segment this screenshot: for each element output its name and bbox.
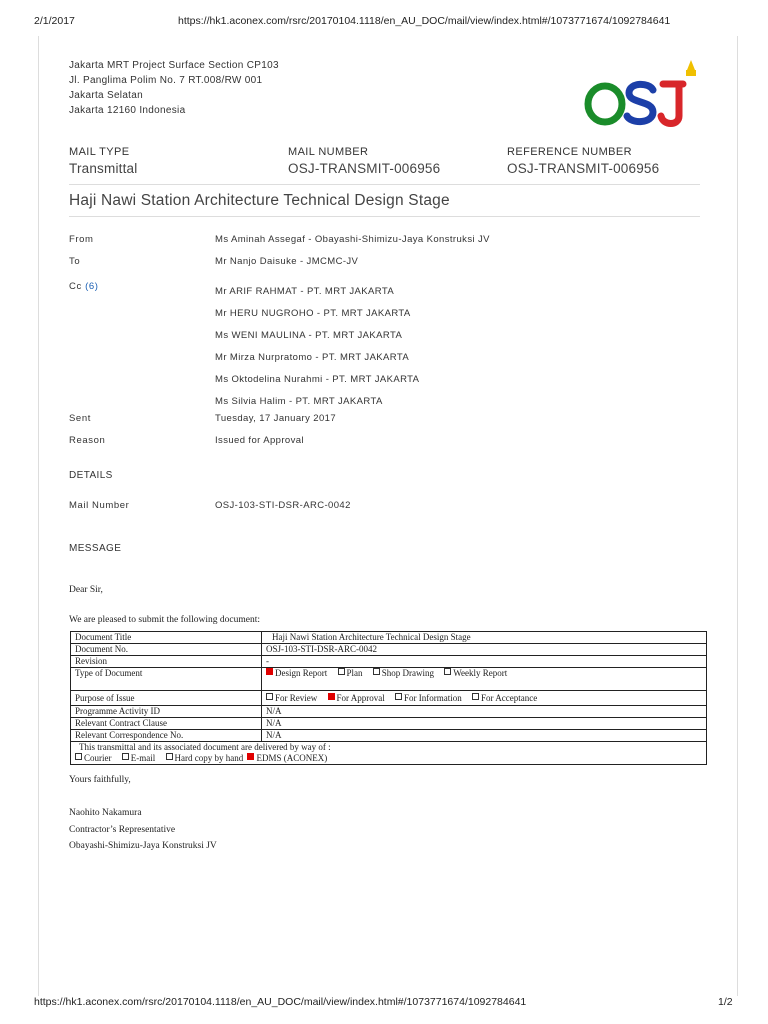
message-closing: Yours faithfully, bbox=[69, 775, 131, 785]
purpose-options bbox=[262, 691, 707, 706]
mail-subject: Haji Nawi Station Architecture Technical Design Stage bbox=[69, 192, 450, 209]
print-url-bottom: https://hk1.aconex.com/rsrc/20170104.1118/en_AU_DOC/mail/view/index.html#/1073771674/1092784641 bbox=[34, 996, 527, 1008]
print-url-top: https://hk1.aconex.com/rsrc/20170104.1118/en_AU_DOC/mail/view/index.html#/1073771674/1092784641 bbox=[178, 15, 671, 27]
doc-no-label: Document No. bbox=[71, 644, 262, 656]
type-label: Type of Document bbox=[71, 668, 262, 691]
checkbox-icon bbox=[166, 753, 173, 760]
address-line: Jl. Panglima Polim No. 7 RT.008/RW 001 bbox=[69, 75, 263, 86]
cc-recipient: Mr ARIF RAHMAT - PT. MRT JAKARTA bbox=[215, 286, 395, 297]
to-value: Mr Nanjo Daisuke - JMCMC-JV bbox=[215, 256, 359, 267]
address-line: Jakarta Selatan bbox=[69, 90, 143, 101]
checkbox-icon bbox=[338, 668, 345, 675]
mail-panel bbox=[38, 36, 738, 996]
details-heading: DETAILS bbox=[69, 470, 113, 481]
message-intro: We are pleased to submit the following document: bbox=[69, 615, 261, 625]
table-row bbox=[71, 730, 707, 742]
transmittal-table bbox=[70, 631, 707, 765]
correspondence-value: N/A bbox=[262, 730, 707, 742]
signer-role: Contractor’s Representative bbox=[69, 825, 176, 835]
delivery-options bbox=[75, 753, 702, 764]
details-mail-number-value: OSJ-103-STI-DSR-ARC-0042 bbox=[215, 500, 351, 511]
table-row bbox=[71, 706, 707, 718]
cc-recipient: Mr HERU NUGROHO - PT. MRT JAKARTA bbox=[215, 308, 411, 319]
cc-recipient: Ms Silvia Halim - PT. MRT JAKARTA bbox=[215, 396, 383, 407]
checkbox-checked-icon bbox=[247, 753, 254, 760]
delivery-option: EDMS (ACONEX) bbox=[256, 753, 328, 763]
type-options bbox=[262, 668, 707, 691]
activity-value: N/A bbox=[262, 706, 707, 718]
address-line: Jakarta MRT Project Surface Section CP103 bbox=[69, 60, 279, 71]
cc-label: Cc bbox=[69, 281, 82, 292]
print-page-number: 1/2 bbox=[718, 996, 733, 1008]
address-block bbox=[69, 58, 279, 118]
table-row bbox=[71, 632, 707, 644]
revision-label: Revision bbox=[71, 656, 262, 668]
delivery-option: Hard copy by hand bbox=[174, 753, 244, 763]
delivery-option: E-mail bbox=[130, 753, 156, 763]
signer-company: Obayashi-Shimizu-Jaya Konstruksi JV bbox=[69, 841, 217, 851]
checkbox-icon bbox=[75, 753, 82, 760]
activity-label: Programme Activity ID bbox=[71, 706, 262, 718]
sent-value: Tuesday, 17 January 2017 bbox=[215, 413, 337, 424]
table-row bbox=[71, 656, 707, 668]
checkbox-icon bbox=[395, 693, 402, 700]
purpose-option: For Information bbox=[404, 693, 462, 703]
from-label: From bbox=[69, 234, 94, 245]
mail-number-value: OSJ-TRANSMIT-006956 bbox=[288, 161, 441, 176]
logo-flame-base bbox=[686, 70, 696, 76]
table-row bbox=[71, 644, 707, 656]
message-greeting: Dear Sir, bbox=[69, 585, 103, 595]
type-option: Weekly Report bbox=[453, 668, 508, 678]
cc-recipient: Ms WENI MAULINA - PT. MRT JAKARTA bbox=[215, 330, 403, 341]
checkbox-icon bbox=[373, 668, 380, 675]
type-option: Plan bbox=[346, 668, 363, 678]
address-line: Jakarta 12160 Indonesia bbox=[69, 105, 186, 116]
purpose-label: Purpose of Issue bbox=[71, 691, 262, 706]
table-row bbox=[71, 691, 707, 706]
cc-count-link[interactable]: (6) bbox=[85, 281, 99, 292]
contract-label: Relevant Contract Clause bbox=[71, 718, 262, 730]
logo-s-shape bbox=[627, 84, 653, 121]
doc-title-value: Haji Nawi Station Architecture Technical Design Stage bbox=[262, 632, 707, 644]
cc-recipient: Ms Oktodelina Nurahmi - PT. MRT JAKARTA bbox=[215, 374, 420, 385]
reason-value: Issued for Approval bbox=[215, 435, 304, 446]
checkbox-icon bbox=[266, 693, 273, 700]
mail-type-label: MAIL TYPE bbox=[69, 146, 130, 158]
logo-flame-icon bbox=[687, 60, 695, 70]
message-heading: MESSAGE bbox=[69, 543, 122, 554]
type-option: Shop Drawing bbox=[381, 668, 435, 678]
cc-list bbox=[215, 281, 419, 413]
doc-no-value: OSJ-103-STI-DSR-ARC-0042 bbox=[262, 644, 707, 656]
checkbox-icon bbox=[472, 693, 479, 700]
cc-recipient: Mr Mirza Nurpratomo - PT. MRT JAKARTA bbox=[215, 352, 410, 363]
checkbox-icon bbox=[122, 753, 129, 760]
revision-value: - bbox=[262, 656, 707, 668]
osj-logo bbox=[583, 58, 703, 132]
mail-type-value: Transmittal bbox=[69, 161, 138, 176]
logo-j-shape bbox=[661, 84, 683, 124]
table-row bbox=[71, 668, 707, 691]
correspondence-label: Relevant Correspondence No. bbox=[71, 730, 262, 742]
checkbox-checked-icon bbox=[328, 693, 335, 700]
doc-title-label: Document Title bbox=[71, 632, 262, 644]
purpose-option: For Acceptance bbox=[481, 693, 538, 703]
cc-label-row bbox=[69, 281, 98, 292]
table-row bbox=[71, 718, 707, 730]
from-value: Ms Aminah Assegaf - Obayashi-Shimizu-Jaya Konstruksi JV bbox=[215, 234, 490, 245]
table-row bbox=[71, 742, 707, 765]
divider bbox=[69, 216, 700, 217]
purpose-option: For Review bbox=[275, 693, 318, 703]
signer-name: Naohito Nakamura bbox=[69, 808, 142, 818]
delivery-cell bbox=[71, 742, 707, 765]
reference-number-label: REFERENCE NUMBER bbox=[507, 146, 632, 158]
type-option: Design Report bbox=[275, 668, 328, 678]
contract-value: N/A bbox=[262, 718, 707, 730]
reason-label: Reason bbox=[69, 435, 106, 446]
delivery-option: Courier bbox=[84, 753, 112, 763]
details-mail-number-label: Mail Number bbox=[69, 500, 130, 511]
print-date: 2/1/2017 bbox=[34, 15, 75, 27]
checkbox-icon bbox=[444, 668, 451, 675]
divider bbox=[69, 184, 700, 185]
checkbox-checked-icon bbox=[266, 668, 273, 675]
logo-o-shape bbox=[588, 86, 622, 122]
delivery-text: This transmittal and its associated document are delivered by way of : bbox=[79, 742, 331, 752]
purpose-option: For Approval bbox=[336, 693, 385, 703]
mail-number-label: MAIL NUMBER bbox=[288, 146, 369, 158]
sent-label: Sent bbox=[69, 413, 91, 424]
reference-number-value: OSJ-TRANSMIT-006956 bbox=[507, 161, 660, 176]
to-label: To bbox=[69, 256, 81, 267]
